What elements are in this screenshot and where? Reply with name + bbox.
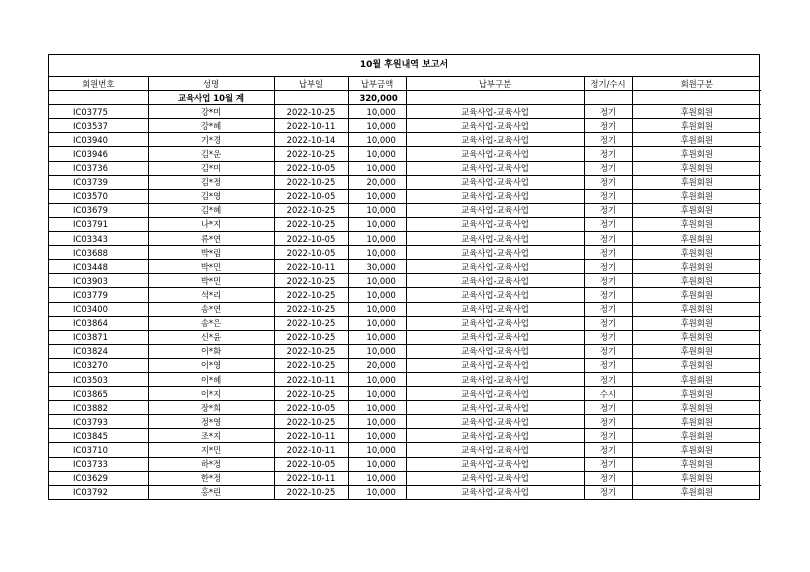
cell-cycle: 정기 xyxy=(584,330,632,344)
cell-member-type: 후원회원 xyxy=(632,246,761,260)
cell-amount: 10,000 xyxy=(348,485,406,499)
subtotal-empty-cell xyxy=(274,91,348,105)
column-header-amount: 납부금액 xyxy=(348,77,406,91)
cell-member-id: IC03710 xyxy=(49,443,148,457)
cell-cycle: 정기 xyxy=(584,443,632,457)
cell-amount: 10,000 xyxy=(348,161,406,175)
column-header-cycle: 정기/수시 xyxy=(584,77,632,91)
cell-member-type: 후원회원 xyxy=(632,232,761,246)
cell-amount: 20,000 xyxy=(348,358,406,372)
cell-member-type: 후원회원 xyxy=(632,429,761,443)
cell-name: 지*민 xyxy=(148,443,274,457)
cell-name: 김*미 xyxy=(148,161,274,175)
column-header-name: 성명 xyxy=(148,77,274,91)
cell-amount: 10,000 xyxy=(348,330,406,344)
cell-member-id: IC03570 xyxy=(49,189,148,203)
cell-payment-date: 2022-10-25 xyxy=(274,387,348,401)
cell-payment-type: 교육사업-교육사업 xyxy=(406,401,584,415)
subtotal-empty-cell xyxy=(584,91,632,105)
table-row xyxy=(49,330,761,344)
cell-payment-date: 2022-10-11 xyxy=(274,471,348,485)
cell-member-type: 후원회원 xyxy=(632,358,761,372)
cell-amount: 10,000 xyxy=(348,302,406,316)
report-title: 10월 후원내역 보고서 xyxy=(49,55,759,77)
cell-payment-type: 교육사업-교육사업 xyxy=(406,119,584,133)
table-row xyxy=(49,175,761,189)
cell-name: 한*정 xyxy=(148,471,274,485)
cell-payment-type: 교육사업-교육사업 xyxy=(406,485,584,499)
donation-table xyxy=(49,77,761,499)
cell-name: 홍*린 xyxy=(148,485,274,499)
cell-member-id: IC03793 xyxy=(49,415,148,429)
table-row xyxy=(49,232,761,246)
table-row xyxy=(49,133,761,147)
cell-amount: 10,000 xyxy=(348,401,406,415)
cell-payment-date: 2022-10-25 xyxy=(274,175,348,189)
cell-payment-type: 교육사업-교육사업 xyxy=(406,316,584,330)
cell-member-id: IC03739 xyxy=(49,175,148,189)
cell-amount: 10,000 xyxy=(348,203,406,217)
subtotal-empty-cell xyxy=(632,91,761,105)
table-row xyxy=(49,105,761,119)
cell-amount: 10,000 xyxy=(348,105,406,119)
cell-name: 기*경 xyxy=(148,133,274,147)
cell-amount: 10,000 xyxy=(348,372,406,386)
table-row xyxy=(49,429,761,443)
cell-amount: 10,000 xyxy=(348,471,406,485)
cell-member-type: 후원회원 xyxy=(632,302,761,316)
cell-payment-type: 교육사업-교육사업 xyxy=(406,429,584,443)
cell-payment-type: 교육사업-교육사업 xyxy=(406,443,584,457)
cell-payment-date: 2022-10-25 xyxy=(274,274,348,288)
cell-cycle: 정기 xyxy=(584,119,632,133)
table-row xyxy=(49,302,761,316)
cell-name: 박*민 xyxy=(148,260,274,274)
cell-member-id: IC03871 xyxy=(49,330,148,344)
cell-name: 이*지 xyxy=(148,387,274,401)
cell-payment-type: 교육사업-교육사업 xyxy=(406,457,584,471)
cell-cycle: 정기 xyxy=(584,415,632,429)
cell-amount: 10,000 xyxy=(348,133,406,147)
cell-payment-date: 2022-10-25 xyxy=(274,316,348,330)
cell-payment-type: 교육사업-교육사업 xyxy=(406,471,584,485)
cell-member-id: IC03736 xyxy=(49,161,148,175)
cell-name: 송*연 xyxy=(148,302,274,316)
cell-member-type: 후원회원 xyxy=(632,105,761,119)
cell-member-id: IC03882 xyxy=(49,401,148,415)
cell-name: 석*리 xyxy=(148,288,274,302)
table-row xyxy=(49,189,761,203)
cell-name: 정*영 xyxy=(148,415,274,429)
cell-payment-date: 2022-10-05 xyxy=(274,246,348,260)
cell-member-type: 후원회원 xyxy=(632,471,761,485)
cell-payment-type: 교육사업-교육사업 xyxy=(406,344,584,358)
cell-member-id: IC03845 xyxy=(49,429,148,443)
cell-member-type: 후원회원 xyxy=(632,133,761,147)
cell-payment-type: 교육사업-교육사업 xyxy=(406,415,584,429)
table-row xyxy=(49,401,761,415)
column-header-member-type: 회원구분 xyxy=(632,77,761,91)
subtotal-label: 교육사업 10월 계 xyxy=(148,91,274,105)
cell-cycle: 정기 xyxy=(584,429,632,443)
cell-amount: 10,000 xyxy=(348,147,406,161)
cell-name: 이*영 xyxy=(148,358,274,372)
cell-amount: 10,000 xyxy=(348,246,406,260)
cell-payment-date: 2022-10-11 xyxy=(274,119,348,133)
donation-report xyxy=(48,54,760,500)
table-header-row xyxy=(49,77,761,91)
cell-cycle: 정기 xyxy=(584,316,632,330)
cell-name: 박*림 xyxy=(148,246,274,260)
cell-cycle: 정기 xyxy=(584,274,632,288)
cell-member-id: IC03688 xyxy=(49,246,148,260)
cell-amount: 20,000 xyxy=(348,175,406,189)
cell-payment-date: 2022-10-11 xyxy=(274,260,348,274)
cell-payment-type: 교육사업-교육사업 xyxy=(406,288,584,302)
cell-name: 박*민 xyxy=(148,274,274,288)
cell-cycle: 정기 xyxy=(584,260,632,274)
cell-member-id: IC03270 xyxy=(49,358,148,372)
cell-member-type: 후원회원 xyxy=(632,175,761,189)
table-row xyxy=(49,443,761,457)
cell-cycle: 정기 xyxy=(584,246,632,260)
cell-member-id: IC03733 xyxy=(49,457,148,471)
cell-payment-date: 2022-10-11 xyxy=(274,429,348,443)
cell-name: 이*화 xyxy=(148,344,274,358)
cell-member-type: 후원회원 xyxy=(632,217,761,231)
cell-payment-type: 교육사업-교육사업 xyxy=(406,358,584,372)
cell-cycle: 정기 xyxy=(584,203,632,217)
cell-payment-date: 2022-10-14 xyxy=(274,133,348,147)
cell-member-type: 후원회원 xyxy=(632,316,761,330)
cell-cycle: 수시 xyxy=(584,387,632,401)
cell-member-type: 후원회원 xyxy=(632,485,761,499)
table-row xyxy=(49,372,761,386)
cell-payment-date: 2022-10-05 xyxy=(274,457,348,471)
cell-member-type: 후원회원 xyxy=(632,203,761,217)
cell-cycle: 정기 xyxy=(584,457,632,471)
cell-name: 김*영 xyxy=(148,189,274,203)
cell-name: 김*정 xyxy=(148,175,274,189)
table-row xyxy=(49,316,761,330)
cell-payment-type: 교육사업-교육사업 xyxy=(406,175,584,189)
cell-cycle: 정기 xyxy=(584,358,632,372)
cell-cycle: 정기 xyxy=(584,133,632,147)
cell-payment-date: 2022-10-05 xyxy=(274,401,348,415)
column-header-id: 회원번호 xyxy=(49,77,148,91)
column-header-type: 납부구분 xyxy=(406,77,584,91)
cell-name: 강*혜 xyxy=(148,119,274,133)
subtotal-empty-cell xyxy=(49,91,148,105)
cell-payment-date: 2022-10-05 xyxy=(274,189,348,203)
cell-payment-date: 2022-10-25 xyxy=(274,358,348,372)
cell-member-id: IC03448 xyxy=(49,260,148,274)
cell-name: 신*윤 xyxy=(148,330,274,344)
cell-payment-type: 교육사업-교육사업 xyxy=(406,274,584,288)
table-row xyxy=(49,161,761,175)
cell-member-id: IC03779 xyxy=(49,288,148,302)
cell-payment-date: 2022-10-05 xyxy=(274,161,348,175)
subtotal-empty-cell xyxy=(406,91,584,105)
cell-cycle: 정기 xyxy=(584,161,632,175)
cell-cycle: 정기 xyxy=(584,189,632,203)
cell-member-type: 후원회원 xyxy=(632,344,761,358)
cell-member-id: IC03343 xyxy=(49,232,148,246)
cell-payment-type: 교육사업-교육사업 xyxy=(406,105,584,119)
cell-member-id: IC03792 xyxy=(49,485,148,499)
cell-name: 나*지 xyxy=(148,217,274,231)
cell-member-id: IC03903 xyxy=(49,274,148,288)
table-row xyxy=(49,260,761,274)
cell-payment-date: 2022-10-11 xyxy=(274,372,348,386)
table-body xyxy=(49,91,761,499)
cell-member-type: 후원회원 xyxy=(632,457,761,471)
cell-amount: 10,000 xyxy=(348,316,406,330)
cell-payment-type: 교육사업-교육사업 xyxy=(406,372,584,386)
cell-amount: 10,000 xyxy=(348,443,406,457)
cell-amount: 10,000 xyxy=(348,344,406,358)
cell-cycle: 정기 xyxy=(584,372,632,386)
table-row xyxy=(49,217,761,231)
cell-name: 장*희 xyxy=(148,401,274,415)
cell-member-type: 후원회원 xyxy=(632,443,761,457)
table-row xyxy=(49,415,761,429)
cell-cycle: 정기 xyxy=(584,401,632,415)
cell-payment-type: 교육사업-교육사업 xyxy=(406,302,584,316)
cell-amount: 30,000 xyxy=(348,260,406,274)
table-row xyxy=(49,274,761,288)
cell-payment-date: 2022-10-25 xyxy=(274,330,348,344)
cell-member-type: 후원회원 xyxy=(632,189,761,203)
cell-member-type: 후원회원 xyxy=(632,274,761,288)
cell-cycle: 정기 xyxy=(584,471,632,485)
cell-member-id: IC03629 xyxy=(49,471,148,485)
table-row xyxy=(49,246,761,260)
cell-amount: 10,000 xyxy=(348,119,406,133)
cell-payment-date: 2022-10-25 xyxy=(274,105,348,119)
table-row xyxy=(49,387,761,401)
cell-name: 김*혜 xyxy=(148,203,274,217)
cell-member-type: 후원회원 xyxy=(632,119,761,133)
table-row xyxy=(49,288,761,302)
cell-payment-type: 교육사업-교육사업 xyxy=(406,387,584,401)
cell-payment-type: 교육사업-교육사업 xyxy=(406,232,584,246)
cell-payment-type: 교육사업-교육사업 xyxy=(406,133,584,147)
cell-payment-date: 2022-10-25 xyxy=(274,203,348,217)
table-row xyxy=(49,344,761,358)
table-row xyxy=(49,203,761,217)
cell-member-type: 후원회원 xyxy=(632,372,761,386)
cell-member-id: IC03865 xyxy=(49,387,148,401)
cell-member-type: 후원회원 xyxy=(632,288,761,302)
cell-cycle: 정기 xyxy=(584,175,632,189)
cell-member-id: IC03791 xyxy=(49,217,148,231)
cell-amount: 10,000 xyxy=(348,189,406,203)
table-row xyxy=(49,358,761,372)
cell-member-id: IC03400 xyxy=(49,302,148,316)
cell-payment-date: 2022-10-25 xyxy=(274,485,348,499)
cell-name: 송*은 xyxy=(148,316,274,330)
cell-payment-type: 교육사업-교육사업 xyxy=(406,147,584,161)
cell-name: 강*미 xyxy=(148,105,274,119)
cell-member-id: IC03864 xyxy=(49,316,148,330)
cell-payment-date: 2022-10-05 xyxy=(274,232,348,246)
cell-amount: 10,000 xyxy=(348,274,406,288)
cell-member-type: 후원회원 xyxy=(632,330,761,344)
cell-cycle: 정기 xyxy=(584,344,632,358)
column-header-date: 납부일 xyxy=(274,77,348,91)
cell-member-type: 후원회원 xyxy=(632,260,761,274)
cell-name: 김*운 xyxy=(148,147,274,161)
cell-payment-type: 교육사업-교육사업 xyxy=(406,260,584,274)
cell-amount: 10,000 xyxy=(348,429,406,443)
cell-payment-type: 교육사업-교육사업 xyxy=(406,189,584,203)
subtotal-amount: 320,000 xyxy=(348,91,406,105)
cell-payment-type: 교육사업-교육사업 xyxy=(406,330,584,344)
cell-member-id: IC03503 xyxy=(49,372,148,386)
cell-member-id: IC03679 xyxy=(49,203,148,217)
cell-cycle: 정기 xyxy=(584,232,632,246)
cell-amount: 10,000 xyxy=(348,415,406,429)
table-row xyxy=(49,457,761,471)
cell-member-id: IC03537 xyxy=(49,119,148,133)
cell-payment-date: 2022-10-25 xyxy=(274,415,348,429)
cell-amount: 10,000 xyxy=(348,288,406,302)
cell-member-id: IC03946 xyxy=(49,147,148,161)
cell-member-type: 후원회원 xyxy=(632,161,761,175)
table-row xyxy=(49,485,761,499)
cell-name: 조*지 xyxy=(148,429,274,443)
cell-cycle: 정기 xyxy=(584,288,632,302)
cell-payment-date: 2022-10-25 xyxy=(274,147,348,161)
cell-member-type: 후원회원 xyxy=(632,147,761,161)
table-row xyxy=(49,471,761,485)
cell-name: 류*연 xyxy=(148,232,274,246)
cell-amount: 10,000 xyxy=(348,232,406,246)
cell-payment-type: 교육사업-교육사업 xyxy=(406,203,584,217)
cell-name: 하*정 xyxy=(148,457,274,471)
cell-member-type: 후원회원 xyxy=(632,401,761,415)
cell-amount: 10,000 xyxy=(348,457,406,471)
table-row xyxy=(49,119,761,133)
cell-payment-type: 교육사업-교육사업 xyxy=(406,246,584,260)
cell-cycle: 정기 xyxy=(584,147,632,161)
cell-payment-date: 2022-10-25 xyxy=(274,288,348,302)
cell-cycle: 정기 xyxy=(584,217,632,231)
cell-payment-date: 2022-10-25 xyxy=(274,302,348,316)
cell-cycle: 정기 xyxy=(584,302,632,316)
cell-amount: 10,000 xyxy=(348,387,406,401)
cell-member-type: 후원회원 xyxy=(632,415,761,429)
cell-member-id: IC03940 xyxy=(49,133,148,147)
subtotal-row xyxy=(49,91,761,105)
cell-name: 이*혜 xyxy=(148,372,274,386)
cell-payment-date: 2022-10-25 xyxy=(274,217,348,231)
cell-member-type: 후원회원 xyxy=(632,387,761,401)
cell-payment-type: 교육사업-교육사업 xyxy=(406,217,584,231)
table-row xyxy=(49,147,761,161)
cell-payment-date: 2022-10-25 xyxy=(274,344,348,358)
cell-member-id: IC03775 xyxy=(49,105,148,119)
cell-payment-type: 교육사업-교육사업 xyxy=(406,161,584,175)
cell-payment-date: 2022-10-11 xyxy=(274,443,348,457)
cell-member-id: IC03824 xyxy=(49,344,148,358)
cell-cycle: 정기 xyxy=(584,105,632,119)
cell-amount: 10,000 xyxy=(348,217,406,231)
cell-cycle: 정기 xyxy=(584,485,632,499)
